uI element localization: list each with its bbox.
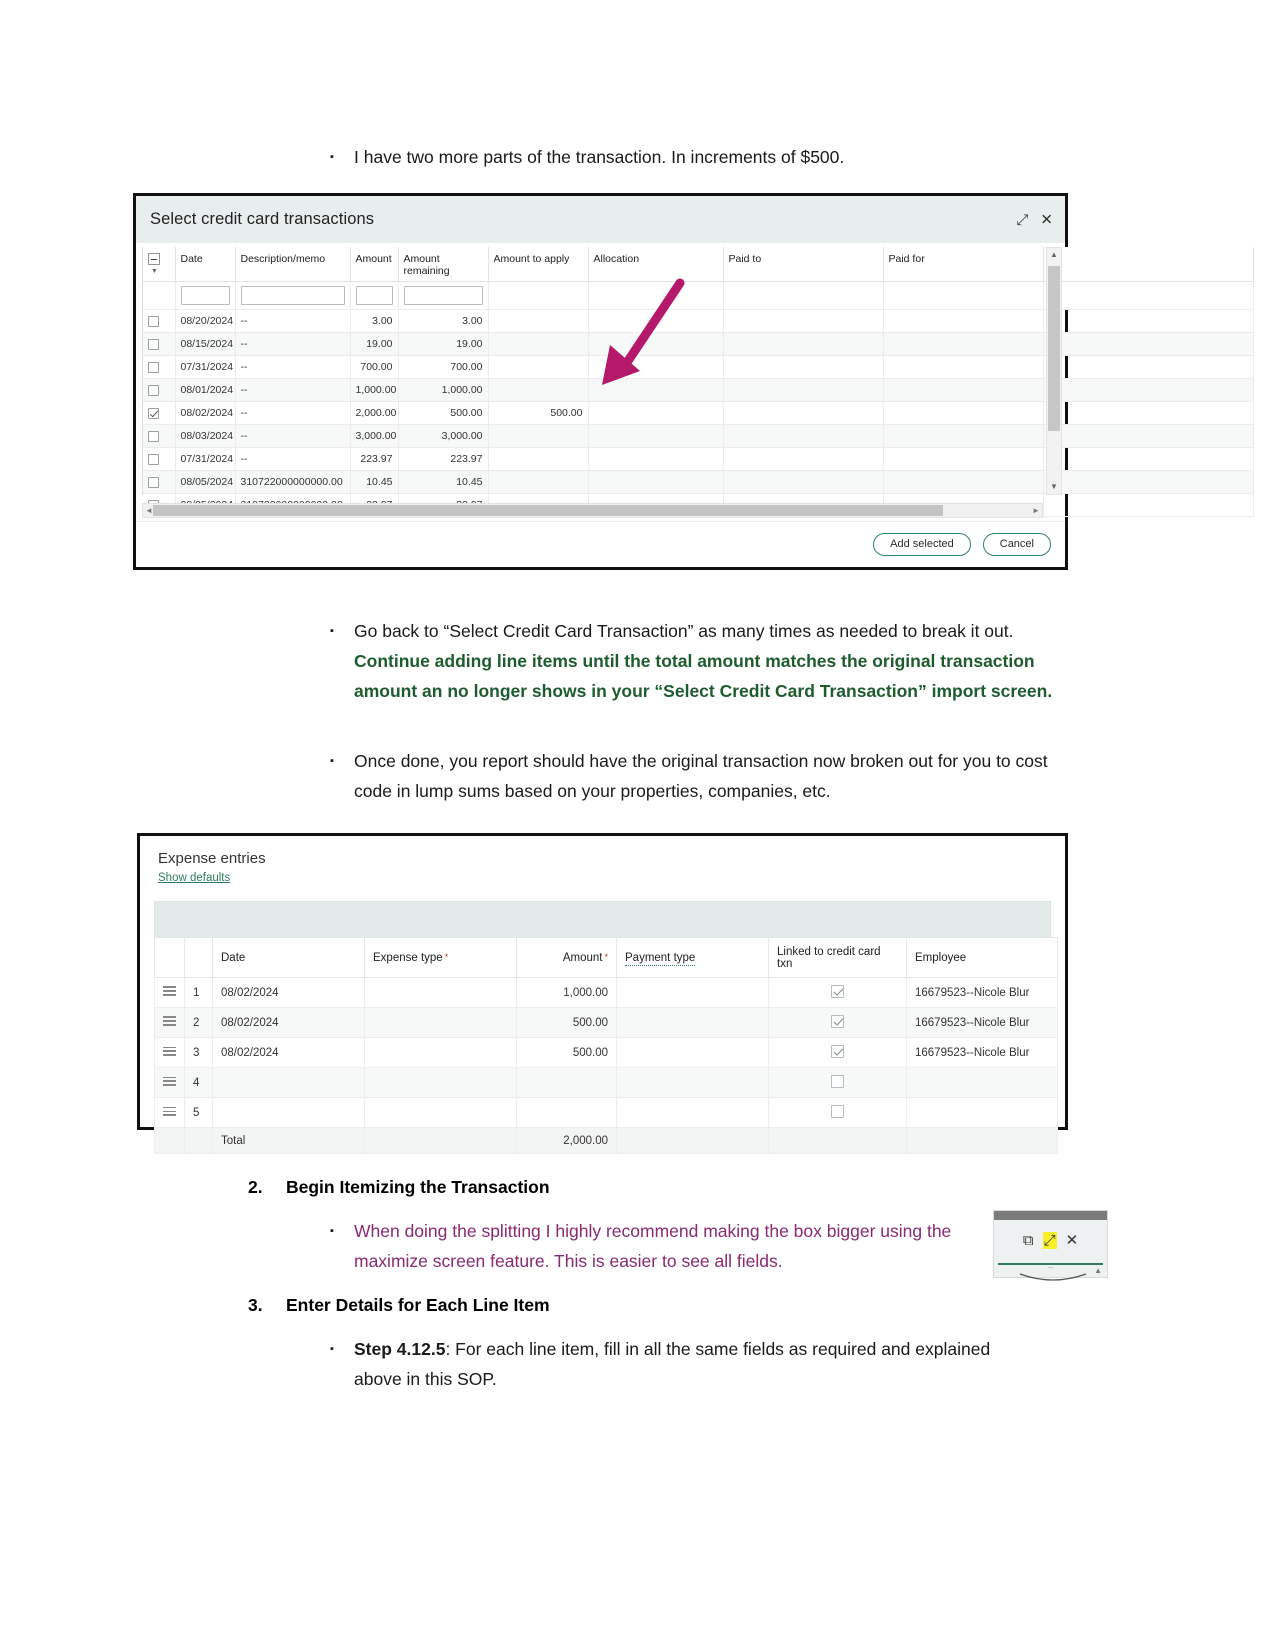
cell-description: -- bbox=[235, 310, 350, 333]
cell-line-number: 5 bbox=[185, 1098, 213, 1128]
col-expense-type-label: Expense type bbox=[373, 952, 443, 964]
cell-expense-type[interactable] bbox=[365, 978, 517, 1008]
cell-paid-for bbox=[883, 379, 1043, 402]
cell-payment-type[interactable] bbox=[617, 1098, 769, 1128]
vertical-scroll-thumb[interactable] bbox=[1048, 266, 1060, 431]
cell-amount[interactable]: 1,000.00 bbox=[517, 978, 617, 1008]
select-all-header[interactable] bbox=[143, 247, 175, 282]
total-spacer-5 bbox=[769, 1128, 907, 1154]
chevron-down-icon[interactable]: ▼ bbox=[151, 267, 158, 275]
row-checkbox-input[interactable] bbox=[148, 385, 159, 396]
cell-amount-remaining: 19.00 bbox=[398, 333, 488, 356]
row-checkbox[interactable] bbox=[143, 356, 175, 379]
expense-entries-panel bbox=[137, 833, 1068, 1147]
cell-amount-to-apply bbox=[488, 379, 588, 402]
scroll-left-arrow-icon[interactable]: ◄ bbox=[145, 506, 153, 515]
row-checkbox[interactable] bbox=[143, 402, 175, 425]
cell-amount[interactable] bbox=[517, 1098, 617, 1128]
table-row[interactable] bbox=[155, 1098, 1058, 1128]
bullet-purple-text: When doing the splitting I highly recommend making the box bigger using the maximize screen feature. This is easier to see all fields. bbox=[354, 1221, 952, 1271]
cell-date: 07/31/2024 bbox=[175, 356, 235, 379]
cell-date: 07/31/2024 bbox=[175, 448, 235, 471]
row-checkbox[interactable] bbox=[143, 425, 175, 448]
window-controls[interactable] bbox=[1016, 212, 1053, 227]
filter-description-input[interactable] bbox=[241, 286, 345, 305]
cell-allocation bbox=[588, 425, 723, 448]
row-drag-handle[interactable] bbox=[155, 1008, 185, 1038]
cell-paid-for bbox=[883, 356, 1043, 379]
cell-allocation bbox=[588, 379, 723, 402]
close-icon[interactable]: ✕ bbox=[1065, 1232, 1079, 1249]
cell-amount: 223.97 bbox=[350, 448, 398, 471]
cell-spacer bbox=[1043, 379, 1253, 402]
cell-spacer bbox=[1043, 425, 1253, 448]
grid-vertical-scrollbar[interactable] bbox=[1046, 247, 1062, 495]
cell-paid-for bbox=[883, 310, 1043, 333]
cell-paid-to bbox=[723, 379, 883, 402]
row-drag-handle[interactable] bbox=[155, 1068, 185, 1098]
col-amount[interactable]: Amount bbox=[350, 247, 398, 282]
bullet-marker: ▪ bbox=[330, 755, 334, 767]
col-amount-label: Amount bbox=[562, 952, 603, 964]
expense-grid-header-row bbox=[155, 938, 1058, 978]
bullet-item-3-sub bbox=[320, 1334, 1040, 1394]
col-amount-to-apply[interactable]: Amount to apply bbox=[488, 247, 588, 282]
cell-amount: 1,000.00 bbox=[350, 379, 398, 402]
cell-date: 08/02/2024 bbox=[213, 1038, 365, 1068]
row-checkbox-input[interactable] bbox=[148, 431, 159, 442]
minus-icon[interactable] bbox=[148, 253, 160, 265]
col-line-number bbox=[185, 938, 213, 978]
cell-amount-remaining: 3.00 bbox=[398, 310, 488, 333]
cell-paid-for bbox=[883, 448, 1043, 471]
row-checkbox[interactable] bbox=[143, 379, 175, 402]
maximize-screen-widget bbox=[993, 1210, 1108, 1278]
total-spacer-4 bbox=[617, 1128, 769, 1154]
cell-linked-checkbox[interactable] bbox=[769, 1068, 907, 1098]
cell-amount-to-apply bbox=[488, 471, 588, 494]
total-spacer-6 bbox=[907, 1128, 1058, 1154]
item-2-number: 2. bbox=[248, 1177, 263, 1197]
bullet-item-1 bbox=[320, 142, 1120, 172]
filter-amount-input[interactable] bbox=[356, 286, 393, 305]
col-payment-type-label: Payment type bbox=[625, 952, 696, 964]
expense-entries-grid bbox=[154, 937, 1058, 1154]
cell-amount-to-apply bbox=[488, 356, 588, 379]
col-drag-handle bbox=[155, 938, 185, 978]
cancel-button[interactable]: Cancel bbox=[983, 533, 1051, 556]
total-row bbox=[155, 1128, 1058, 1154]
dialog-footer bbox=[136, 521, 1065, 567]
row-checkbox-input[interactable] bbox=[148, 316, 159, 327]
cell-payment-type[interactable] bbox=[617, 1068, 769, 1098]
row-checkbox[interactable] bbox=[143, 448, 175, 471]
cell-paid-for bbox=[883, 333, 1043, 356]
cell-date: 08/02/2024 bbox=[175, 402, 235, 425]
cell-amount-remaining: 10.45 bbox=[398, 471, 488, 494]
col-description[interactable]: Description/memo bbox=[235, 247, 350, 282]
bullet-item-3 bbox=[320, 746, 1080, 806]
table-row[interactable] bbox=[155, 1038, 1058, 1068]
bullet-item-2 bbox=[320, 616, 1060, 706]
cell-expense-type[interactable] bbox=[365, 1008, 517, 1038]
chevron-up-icon[interactable]: ▲ bbox=[1094, 1266, 1102, 1275]
add-selected-button[interactable]: Add selected bbox=[873, 533, 971, 556]
cell-paid-to bbox=[723, 425, 883, 448]
required-marker-icon: * bbox=[604, 952, 608, 962]
cell-allocation bbox=[588, 402, 723, 425]
cell-spacer bbox=[1043, 402, 1253, 425]
maximize-icon[interactable]: ⤢ bbox=[1043, 1231, 1056, 1249]
total-spacer-2 bbox=[185, 1128, 213, 1154]
linked-checkbox-input[interactable] bbox=[831, 1045, 844, 1058]
filter-amount-remaining-input[interactable] bbox=[404, 286, 483, 305]
cell-date: 08/01/2024 bbox=[175, 379, 235, 402]
row-checkbox-input[interactable] bbox=[148, 362, 159, 373]
cell-date: 08/02/2024 bbox=[213, 1008, 365, 1038]
row-checkbox-input[interactable] bbox=[148, 408, 159, 419]
bullet-3-text: Once done, you report should have the original transaction now broken out for you to cost code in lump sums based on your properties, companies, etc. bbox=[354, 751, 1048, 801]
filter-paid-for bbox=[883, 282, 1043, 310]
total-spacer-1 bbox=[155, 1128, 185, 1154]
cell-expense-type[interactable] bbox=[365, 1038, 517, 1068]
dialog-body bbox=[136, 243, 1065, 521]
expense-entries-toolbar[interactable] bbox=[154, 901, 1051, 937]
cell-line-number: 2 bbox=[185, 1008, 213, 1038]
item-3-number: 3. bbox=[248, 1295, 263, 1315]
col-date[interactable]: Date bbox=[213, 938, 365, 978]
row-drag-handle[interactable] bbox=[155, 1098, 185, 1128]
col-expense-type[interactable] bbox=[365, 938, 517, 978]
cell-spacer bbox=[1043, 448, 1253, 471]
total-spacer-3 bbox=[365, 1128, 517, 1154]
cell-date: 08/20/2024 bbox=[175, 310, 235, 333]
cell-amount: 3.00 bbox=[350, 310, 398, 333]
cell-employee bbox=[907, 1068, 1058, 1098]
row-drag-handle[interactable] bbox=[155, 1038, 185, 1068]
transactions-grid-body bbox=[143, 310, 1253, 517]
grid-horizontal-scrollbar[interactable] bbox=[142, 503, 1043, 518]
table-row[interactable] bbox=[143, 448, 1253, 471]
table-row[interactable] bbox=[143, 425, 1253, 448]
drag-handle-icon[interactable] bbox=[163, 984, 176, 998]
grid-header-row bbox=[143, 247, 1253, 282]
col-payment-type[interactable] bbox=[617, 938, 769, 978]
cell-amount-remaining: 1,000.00 bbox=[398, 379, 488, 402]
cell-amount-remaining: 3,000.00 bbox=[398, 425, 488, 448]
cell-allocation bbox=[588, 448, 723, 471]
cell-employee: 16679523--Nicole Blur bbox=[907, 1038, 1058, 1068]
linked-checkbox-input[interactable] bbox=[831, 1075, 844, 1088]
cell-description: -- bbox=[235, 333, 350, 356]
transactions-grid bbox=[143, 247, 1254, 517]
cell-amount-remaining: 500.00 bbox=[398, 402, 488, 425]
transactions-grid-viewport bbox=[142, 247, 1043, 495]
cell-paid-to bbox=[723, 471, 883, 494]
scroll-down-arrow-icon[interactable]: ▼ bbox=[1050, 482, 1058, 491]
select-credit-card-transactions-dialog bbox=[133, 193, 1068, 570]
cell-description: -- bbox=[235, 379, 350, 402]
filter-spacer bbox=[1043, 282, 1253, 310]
bullet-marker: ▪ bbox=[330, 151, 334, 163]
cell-allocation bbox=[588, 471, 723, 494]
cell-allocation bbox=[588, 310, 723, 333]
row-checkbox-input[interactable] bbox=[148, 477, 159, 488]
item-3-heading: Enter Details for Each Line Item bbox=[286, 1295, 550, 1315]
expense-entries-title: Expense entries bbox=[158, 850, 266, 867]
cell-payment-type[interactable] bbox=[617, 978, 769, 1008]
cell-amount[interactable]: 500.00 bbox=[517, 1038, 617, 1068]
cell-paid-for bbox=[883, 425, 1043, 448]
cell-description: -- bbox=[235, 402, 350, 425]
maximize-icon[interactable]: ⤢ bbox=[1016, 211, 1029, 228]
filter-paid-to bbox=[723, 282, 883, 310]
cell-line-number: 3 bbox=[185, 1038, 213, 1068]
dialog-titlebar bbox=[136, 196, 1065, 243]
cell-line-number: 1 bbox=[185, 978, 213, 1008]
drag-handle-icon[interactable] bbox=[163, 1044, 176, 1058]
cell-amount: 3,000.00 bbox=[350, 425, 398, 448]
scroll-right-arrow-icon[interactable]: ► bbox=[1032, 506, 1040, 515]
table-row[interactable] bbox=[143, 402, 1253, 425]
cell-expense-type[interactable] bbox=[365, 1068, 517, 1098]
edit-icon[interactable]: ⧉ bbox=[1022, 1231, 1034, 1249]
expense-grid-body bbox=[155, 978, 1058, 1128]
dialog-title: Select credit card transactions bbox=[150, 210, 375, 228]
row-checkbox[interactable] bbox=[143, 333, 175, 356]
table-row[interactable] bbox=[155, 1008, 1058, 1038]
cell-amount-to-apply bbox=[488, 310, 588, 333]
bullet-marker: ▪ bbox=[330, 625, 334, 637]
cell-paid-to bbox=[723, 448, 883, 471]
cell-payment-type[interactable] bbox=[617, 1038, 769, 1068]
cell-description: -- bbox=[235, 356, 350, 379]
cell-amount-to-apply bbox=[488, 333, 588, 356]
cell-date: 08/05/2024 bbox=[175, 471, 235, 494]
cell-date: 08/03/2024 bbox=[175, 425, 235, 448]
filter-date[interactable] bbox=[175, 282, 235, 310]
linked-checkbox-input[interactable] bbox=[831, 1105, 844, 1118]
cell-amount: 700.00 bbox=[350, 356, 398, 379]
row-checkbox[interactable] bbox=[143, 310, 175, 333]
row-checkbox-input[interactable] bbox=[148, 454, 159, 465]
bullet-2-green-text: Continue adding line items until the total amount matches the original transaction amount an no longer shows in your “Select Credit Card Transaction” import screen. bbox=[354, 651, 1053, 701]
table-row[interactable] bbox=[155, 978, 1058, 1008]
numbered-item-3 bbox=[248, 1290, 948, 1320]
widget-sub-text: -- bbox=[1048, 1265, 1053, 1272]
cell-linked-checkbox[interactable] bbox=[769, 1098, 907, 1128]
filter-allocation bbox=[588, 282, 723, 310]
bullet-marker: ▪ bbox=[330, 1343, 334, 1355]
cell-spacer bbox=[1043, 494, 1253, 517]
cell-line-number: 4 bbox=[185, 1068, 213, 1098]
cell-expense-type[interactable] bbox=[365, 1098, 517, 1128]
cell-paid-for bbox=[883, 402, 1043, 425]
col-allocation[interactable]: Allocation bbox=[588, 247, 723, 282]
table-row[interactable] bbox=[143, 310, 1253, 333]
widget-bottom-curve bbox=[1018, 1272, 1088, 1286]
filter-description[interactable] bbox=[235, 282, 350, 310]
filter-amount[interactable] bbox=[350, 282, 398, 310]
cell-linked-checkbox[interactable] bbox=[769, 978, 907, 1008]
linked-checkbox-input[interactable] bbox=[831, 985, 844, 998]
bullet-1-text: I have two more parts of the transaction. In increments of $500. bbox=[354, 147, 845, 167]
grid-filter-row bbox=[143, 282, 1253, 310]
filter-cell-select bbox=[143, 282, 175, 310]
cell-employee bbox=[907, 1098, 1058, 1128]
cell-amount: 19.00 bbox=[350, 333, 398, 356]
scroll-up-arrow-icon[interactable]: ▲ bbox=[1050, 250, 1058, 259]
show-defaults-link[interactable]: Show defaults bbox=[158, 872, 231, 884]
col-amount-remaining[interactable]: Amount remaining bbox=[398, 247, 488, 282]
expense-grid-footer bbox=[155, 1128, 1058, 1154]
cell-description: 310722000000000.00 bbox=[235, 471, 350, 494]
cell-description: -- bbox=[235, 425, 350, 448]
cell-amount[interactable] bbox=[517, 1068, 617, 1098]
step-description: : For each line item, fill in all the same fields as required and explained above in this SOP. bbox=[354, 1339, 991, 1389]
col-paid-for[interactable]: Paid for bbox=[883, 247, 1043, 282]
cell-date bbox=[213, 1098, 365, 1128]
table-row[interactable] bbox=[143, 356, 1253, 379]
cell-paid-to bbox=[723, 402, 883, 425]
cell-payment-type[interactable] bbox=[617, 1008, 769, 1038]
item-2-heading: Begin Itemizing the Transaction bbox=[286, 1177, 550, 1197]
cell-date bbox=[213, 1068, 365, 1098]
bullet-item-2-sub bbox=[320, 1216, 1010, 1276]
widget-title-bar bbox=[994, 1211, 1107, 1220]
cell-amount[interactable]: 500.00 bbox=[517, 1008, 617, 1038]
expense-entries-header bbox=[140, 836, 1065, 890]
cell-amount: 2,000.00 bbox=[350, 402, 398, 425]
drag-handle-icon[interactable] bbox=[163, 1074, 176, 1088]
cell-date: 08/02/2024 bbox=[213, 978, 365, 1008]
table-row[interactable] bbox=[143, 471, 1253, 494]
drag-handle-icon[interactable] bbox=[163, 1104, 176, 1118]
bullet-2-plain-text: Go back to “Select Credit Card Transaction” as many times as needed to break it out. bbox=[354, 621, 1014, 641]
filter-amount-to-apply bbox=[488, 282, 588, 310]
step-reference: Step 4.12.5 bbox=[354, 1339, 446, 1359]
col-amount[interactable] bbox=[517, 938, 617, 978]
cell-amount-remaining: 700.00 bbox=[398, 356, 488, 379]
cell-allocation bbox=[588, 356, 723, 379]
horizontal-scroll-thumb[interactable] bbox=[153, 505, 943, 516]
numbered-item-2 bbox=[248, 1172, 948, 1202]
bullet-marker: ▪ bbox=[330, 1225, 334, 1237]
linked-checkbox-input[interactable] bbox=[831, 1015, 844, 1028]
cell-spacer bbox=[1043, 310, 1253, 333]
cell-spacer bbox=[1043, 471, 1253, 494]
col-linked-to-credit-card-txn[interactable]: Linked to credit card txn bbox=[769, 938, 907, 978]
table-row[interactable] bbox=[143, 379, 1253, 402]
filter-amount-remaining[interactable] bbox=[398, 282, 488, 310]
widget-icon-row[interactable] bbox=[994, 1220, 1107, 1260]
col-spacer bbox=[1043, 247, 1253, 282]
close-icon[interactable]: ✕ bbox=[1040, 211, 1053, 228]
cell-employee: 16679523--Nicole Blur bbox=[907, 978, 1058, 1008]
cell-spacer bbox=[1043, 333, 1253, 356]
cell-paid-to bbox=[723, 310, 883, 333]
col-paid-to[interactable]: Paid to bbox=[723, 247, 883, 282]
cell-amount-to-apply bbox=[488, 425, 588, 448]
cell-date: 08/15/2024 bbox=[175, 333, 235, 356]
table-row[interactable] bbox=[155, 1068, 1058, 1098]
total-label: Total bbox=[213, 1128, 365, 1154]
cell-amount-remaining: 223.97 bbox=[398, 448, 488, 471]
cell-linked-checkbox[interactable] bbox=[769, 1038, 907, 1068]
col-date[interactable]: Date bbox=[175, 247, 235, 282]
cell-linked-checkbox[interactable] bbox=[769, 1008, 907, 1038]
cell-amount-to-apply bbox=[488, 448, 588, 471]
cell-amount-to-apply: 500.00 bbox=[488, 402, 588, 425]
filter-date-input[interactable] bbox=[181, 286, 230, 305]
total-amount: 2,000.00 bbox=[517, 1128, 617, 1154]
cell-allocation bbox=[588, 333, 723, 356]
row-checkbox[interactable] bbox=[143, 471, 175, 494]
row-checkbox-input[interactable] bbox=[148, 339, 159, 350]
drag-handle-icon[interactable] bbox=[163, 1014, 176, 1028]
required-marker-icon: * bbox=[444, 952, 449, 962]
cell-spacer bbox=[1043, 356, 1253, 379]
cell-employee: 16679523--Nicole Blur bbox=[907, 1008, 1058, 1038]
cell-description: -- bbox=[235, 448, 350, 471]
cell-amount: 10.45 bbox=[350, 471, 398, 494]
cell-paid-for bbox=[883, 471, 1043, 494]
col-employee[interactable]: Employee bbox=[907, 938, 1058, 978]
cell-paid-to bbox=[723, 333, 883, 356]
row-drag-handle[interactable] bbox=[155, 978, 185, 1008]
cell-paid-to bbox=[723, 356, 883, 379]
table-row[interactable] bbox=[143, 333, 1253, 356]
